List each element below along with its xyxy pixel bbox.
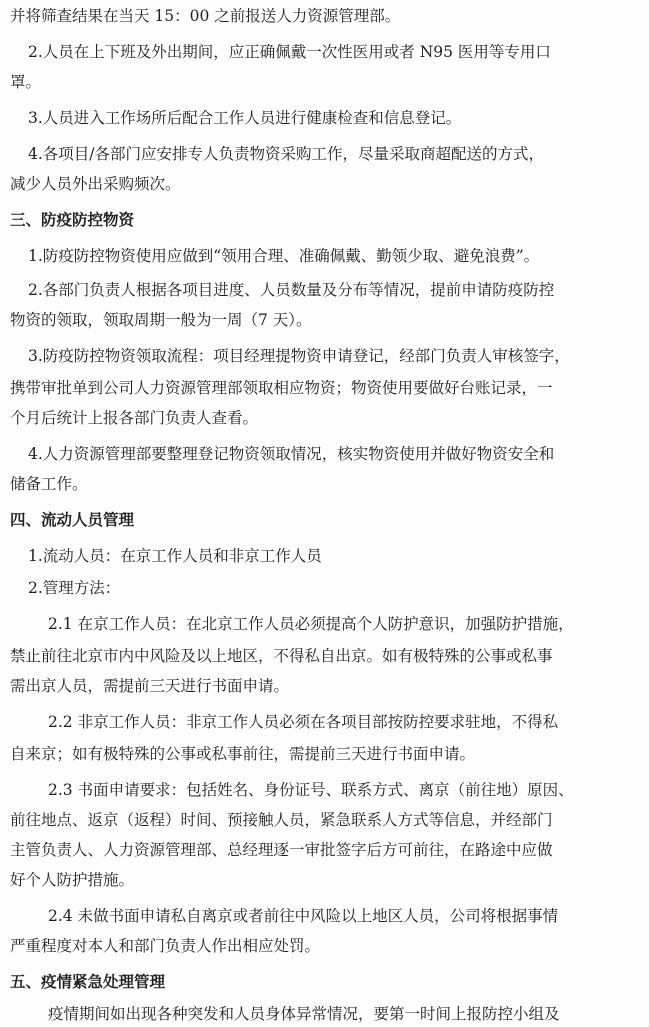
body-text-line: 2.管理方法： xyxy=(28,579,121,597)
body-text-line: 4.各项目/各部门应安排专人负责物资采购工作，尽量采取商超配送的方式， xyxy=(28,145,545,163)
body-text-line: 3.人员进入工作场所后配合工作人员进行健康检查和信息登记。 xyxy=(28,109,462,127)
section-heading: 五、疫情紧急处理管理 xyxy=(10,972,166,991)
body-text-line: 需出京人员，需提前三天进行书面申请。 xyxy=(10,677,290,695)
section-heading: 四、流动人员管理 xyxy=(10,510,135,529)
body-text-line: 好个人防护措施。 xyxy=(10,871,135,889)
body-text-line: 禁止前往北京市内中风险及以上地区，不得私自出京。如有极特殊的公事或私事 xyxy=(10,647,553,665)
section-heading: 三、防疫防控物资 xyxy=(10,210,135,229)
body-text-line: 2.3 书面申请要求：包括姓名、身份证号、联系方式、离京（前往地）原因、 xyxy=(48,781,574,799)
body-text-line: 2.4 未做书面申请私自离京或者前往中风险以上地区人员，公司将根据事情 xyxy=(48,907,559,925)
body-text-line: 1.防疫防控物资使用应做到“领用合理、准确佩戴、勤领少取、避免浪费”。 xyxy=(28,247,540,265)
body-text-line: 4.人力资源管理部要整理登记物资领取情况，核实物资使用并做好物资安全和 xyxy=(28,445,555,463)
body-text-line: 物资的领取，领取周期一般为一周（7 天）。 xyxy=(10,311,312,329)
body-text-line: 2.各部门负责人根据各项目进度、人员数量及分布等情况，提前申请防疫防控 xyxy=(28,281,555,299)
body-text-line: 罩。 xyxy=(10,73,42,91)
body-text-line: 疫情期间如出现各种突发和人员身体异常情况，要第一时间上报防控小组及 xyxy=(48,1005,560,1023)
body-text-line: 1.流动人员：在京工作人员和非京工作人员 xyxy=(28,547,322,565)
body-text-line: 2.人员在上下班及外出期间，应正确佩戴一次性医用或者 N95 医用等专用口 xyxy=(28,43,551,61)
body-text-line: 3.防疫防控物资领取流程：项目经理提物资申请登记，经部门负责人审核签字， xyxy=(28,347,570,365)
body-text-line: 前往地点、返京（返程）时间、预接触人员，紧急联系人方式等信息，并经部门 xyxy=(10,811,553,829)
body-text-line: 严重程度对本人和部门负责人作出相应处罚。 xyxy=(10,937,321,955)
body-text-line: 自来京；如有极特殊的公事或私事前往，需提前三天进行书面申请。 xyxy=(10,745,476,763)
body-text-line: 减少人员外出采购频次。 xyxy=(10,175,181,193)
body-text-line: 2.1 在京工作人员：在北京工作人员必须提高个人防护意识，加强防护措施， xyxy=(48,615,574,633)
body-text-line: 储备工作。 xyxy=(10,475,88,493)
body-text-line: 并将筛查结果在当天 15：00 之前报送人力资源管理部。 xyxy=(10,7,401,25)
body-text-line: 携带审批单到公司人力资源管理部领取相应物资；物资使用要做好台账记录，一 xyxy=(10,379,553,397)
body-text-line: 主管负责人、人力资源管理部、总经理逐一审批签字后方可前往，在路途中应做 xyxy=(10,841,553,859)
body-text-line: 个月后统计上报各部门负责人查看。 xyxy=(10,409,259,427)
body-text-line: 2.2 非京工作人员：非京工作人员必须在各项目部按防控要求驻地，不得私 xyxy=(48,713,559,731)
